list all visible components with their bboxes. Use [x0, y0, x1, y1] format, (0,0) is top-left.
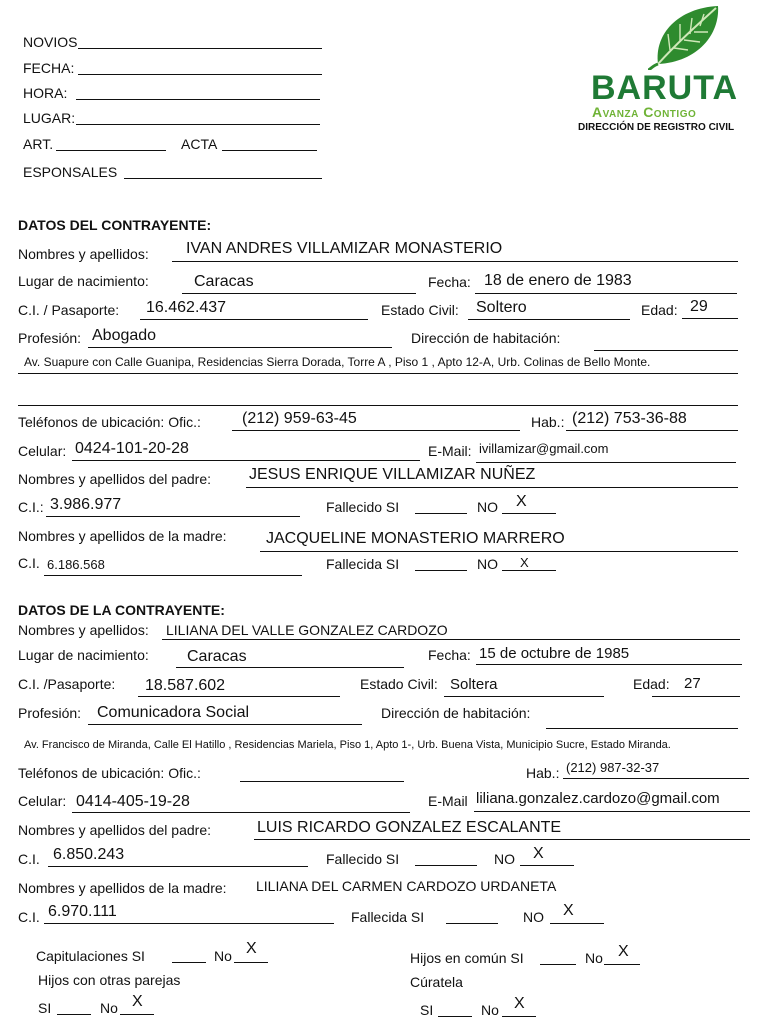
groom-address-value: Av. Suapure con Calle Guanipa, Residencias Sierra Dorada, Torre A , Piso 1 , Apto 12-A, Urb. Colinas de Bello Monte. — [24, 355, 651, 369]
groom-mother-no-label: NO — [477, 556, 498, 572]
bride-father-no-label: NO — [494, 851, 515, 867]
bride-id-value: 18.587.602 — [145, 677, 226, 694]
bride-age-value: 27 — [684, 675, 701, 692]
groom-phone-office-value: (212) 959-63-45 — [242, 410, 357, 427]
groom-age-line[interactable] — [682, 318, 738, 319]
bride-mother-value: LILIANA DEL CARMEN CARDOZO URDANETA — [256, 878, 557, 894]
hijos-comun-no-mark: X — [618, 943, 629, 960]
bride-father-no-line[interactable] — [520, 865, 574, 866]
groom-mother-ci-value: 6.186.568 — [47, 557, 105, 572]
bride-cell-label: Celular: — [18, 793, 67, 809]
groom-name-label: Nombres y apellidos: — [18, 246, 149, 262]
bride-name-value: LILIANA DEL VALLE GONZALEZ CARDOZO — [166, 622, 448, 638]
bride-father-line[interactable] — [254, 839, 750, 840]
groom-birthplace-line[interactable] — [182, 293, 416, 294]
hijos-comun-no-line[interactable] — [604, 964, 640, 965]
fecha-line[interactable] — [78, 74, 322, 75]
hijos-otras-si-line[interactable] — [57, 1014, 91, 1015]
bride-father-ci-line[interactable] — [48, 866, 308, 867]
groom-email-value: ivillamizar@gmail.com — [479, 441, 609, 456]
groom-name-value: IVAN ANDRES VILLAMIZAR MONASTERIO — [186, 240, 503, 257]
bride-hab-label: Hab.: — [526, 765, 560, 781]
hijos-otras-no-line[interactable] — [120, 1014, 154, 1015]
bride-father-label: Nombres y apellidos del padre: — [18, 822, 211, 838]
bride-mother-ci-value: 6.970.111 — [48, 903, 117, 920]
capitulaciones-no-line[interactable] — [234, 962, 268, 963]
groom-father-ci-label: C.I.: — [18, 499, 44, 515]
bride-date-line[interactable] — [476, 664, 742, 665]
groom-hab-label: Hab.: — [531, 414, 565, 430]
acta-line[interactable] — [222, 150, 317, 151]
groom-mother-line[interactable] — [260, 551, 738, 552]
bride-id-label: C.I. /Pasaporte: — [18, 676, 116, 692]
groom-mother-value: JACQUELINE MONASTERIO MARRERO — [266, 530, 565, 547]
groom-father-line[interactable] — [246, 487, 738, 488]
lugar-label: LUGAR: — [23, 110, 76, 126]
groom-date-value: 18 de enero de 1983 — [484, 272, 632, 289]
acta-label: ACTA — [181, 136, 218, 152]
groom-father-no-line[interactable] — [502, 513, 556, 514]
bride-address-value: Av. Francisco de Miranda, Calle El Hatillo , Residencias Mariela, Piso 1, Apto 1-, Urb. Buena Vista, Municipio Sucre, Estado Miranda. — [24, 739, 671, 751]
hijos-comun-no-label: No — [585, 950, 603, 966]
groom-civil-value: Soltero — [476, 299, 527, 316]
bride-phone-label: Teléfonos de ubicación: Ofic.: — [18, 765, 201, 781]
groom-age-label: Edad: — [641, 302, 678, 318]
capitulaciones-si-line[interactable] — [172, 962, 206, 963]
bride-father-value: LUIS RICARDO GONZALEZ ESCALANTE — [257, 819, 562, 836]
groom-cell-value: 0424-101-20-28 — [75, 440, 189, 457]
bride-civil-label: Estado Civil: — [360, 676, 438, 692]
groom-address-line-top[interactable] — [594, 350, 738, 351]
novios-line[interactable] — [78, 48, 322, 49]
groom-address-label: Dirección de habitación: — [411, 330, 561, 346]
bride-email-value: liliana.gonzalez.cardozo@gmail.com — [476, 790, 720, 807]
leaf-logo-icon — [648, 4, 722, 70]
bride-mother-ci-line[interactable] — [44, 923, 334, 924]
groom-date-label: Fecha: — [428, 274, 471, 290]
groom-mother-no-line[interactable] — [502, 570, 556, 571]
logo-department: DIRECCIÓN DE REGISTRO CIVIL — [578, 122, 735, 133]
bride-civil-line[interactable] — [444, 696, 604, 697]
groom-father-no-mark: X — [516, 493, 527, 510]
bride-phone-home-value: (212) 987-32-37 — [566, 760, 660, 775]
curatela-label: Cúratela — [410, 974, 463, 990]
bride-phone-home-line[interactable] — [563, 778, 749, 779]
groom-father-ci-value: 3.986.977 — [50, 496, 122, 513]
groom-mother-ci-line[interactable] — [44, 575, 302, 576]
groom-father-si-line[interactable] — [415, 513, 467, 514]
capitulaciones-no-label: No — [214, 948, 232, 964]
lugar-line[interactable] — [76, 124, 320, 125]
groom-age-value: 29 — [690, 298, 708, 315]
bride-date-value: 15 de octubre de 1985 — [479, 645, 630, 662]
curatela-no-line[interactable] — [502, 1016, 536, 1017]
bride-mother-label: Nombres y apellidos de la madre: — [18, 880, 227, 896]
bride-address-label: Dirección de habitación: — [381, 705, 531, 721]
curatela-no-mark: X — [514, 995, 525, 1012]
groom-birthplace-value: Caracas — [194, 273, 254, 290]
bride-email-label: E-Mail — [428, 793, 468, 809]
bride-name-line[interactable] — [162, 639, 740, 640]
groom-email-label: E-Mail: — [428, 443, 472, 459]
bride-profession-label: Profesión: — [18, 705, 82, 721]
novios-label: NOVIOS — [23, 34, 78, 50]
bride-civil-value: Soltera — [450, 676, 498, 693]
groom-email-line[interactable] — [476, 462, 736, 463]
bride-mother-deceased-label: Fallecida SI — [351, 909, 425, 925]
logo-wordmark: BARUTA — [591, 69, 739, 107]
hora-label: HORA: — [23, 85, 68, 101]
art-line[interactable] — [56, 150, 166, 151]
curatela-si-label: SI — [420, 1002, 434, 1018]
hijos-otras-si-label: SI — [38, 1000, 52, 1016]
groom-mother-si-line[interactable] — [415, 570, 467, 571]
groom-address-line[interactable] — [18, 373, 738, 374]
bride-cell-value: 0414-405-19-28 — [76, 793, 190, 810]
groom-date-line[interactable] — [475, 293, 737, 294]
groom-mother-no-mark: X — [520, 555, 529, 570]
bride-father-no-mark: X — [533, 845, 544, 862]
groom-section-title: DATOS DEL CONTRAYENTE: — [18, 217, 212, 233]
curatela-si-line[interactable] — [438, 1016, 472, 1017]
hijos-comun-si-line[interactable] — [540, 964, 576, 965]
bride-age-label: Edad: — [633, 676, 670, 692]
bride-birthplace-line[interactable] — [176, 667, 404, 668]
groom-father-value: JESUS ENRIQUE VILLAMIZAR NUÑEZ — [249, 466, 536, 483]
esponsales-label: ESPONSALES — [23, 164, 118, 180]
bride-section-title: DATOS DE LA CONTRAYENTE: — [18, 602, 225, 618]
groom-father-ci-line[interactable] — [46, 516, 300, 517]
bride-address-line-top[interactable] — [546, 728, 738, 729]
groom-id-label: C.I. / Pasaporte: — [18, 302, 120, 318]
hijos-comun-label: Hijos en común SI — [410, 950, 524, 966]
bride-birthplace-value: Caracas — [187, 648, 247, 665]
curatela-no-label: No — [481, 1002, 499, 1018]
bride-name-label: Nombres y apellidos: — [18, 622, 149, 638]
hijos-otras-no-label: No — [100, 1000, 118, 1016]
hijos-otras-no-mark: X — [132, 993, 143, 1010]
bride-father-ci-label: C.I. — [18, 851, 40, 867]
bride-mother-no-line[interactable] — [550, 923, 604, 924]
bride-id-line[interactable] — [138, 696, 340, 697]
groom-name-line[interactable] — [172, 261, 738, 262]
bride-mother-no-label: NO — [523, 909, 544, 925]
bride-mother-ci-label: C.I. — [18, 909, 40, 925]
bride-cell-line[interactable] — [72, 812, 410, 813]
bride-profession-value: Comunicadora Social — [97, 704, 250, 721]
groom-id-value: 16.462.437 — [146, 299, 227, 316]
groom-civil-label: Estado Civil: — [381, 302, 459, 318]
capitulaciones-label: Capitulaciones SI — [36, 948, 145, 964]
bride-email-line[interactable] — [474, 811, 750, 812]
groom-phone-home-line[interactable] — [566, 430, 738, 431]
groom-phone-office-line[interactable] — [232, 430, 520, 431]
groom-mother-deceased-label: Fallecida SI — [326, 556, 400, 572]
esponsales-line[interactable] — [124, 178, 322, 179]
groom-father-label: Nombres y apellidos del padre: — [18, 471, 211, 487]
groom-id-line[interactable] — [140, 319, 368, 320]
capitulaciones-no-mark: X — [246, 940, 257, 957]
bride-father-ci-value: 6.850.243 — [53, 846, 125, 863]
groom-cell-line[interactable] — [72, 460, 420, 461]
bride-birthplace-label: Lugar de nacimiento: — [18, 647, 149, 663]
bride-father-deceased-label: Fallecido SI — [326, 851, 400, 867]
groom-mother-label: Nombres y apellidos de la madre: — [18, 528, 227, 544]
bride-date-label: Fecha: — [428, 647, 471, 663]
groom-father-no-label: NO — [477, 499, 498, 515]
groom-cell-label: Celular: — [18, 443, 67, 459]
groom-birthplace-label: Lugar de nacimiento: — [18, 273, 149, 289]
groom-mother-ci-label: C.I. — [18, 555, 40, 571]
groom-phone-label: Teléfonos de ubicación: Ofic.: — [18, 414, 201, 430]
bride-profession-line[interactable] — [88, 724, 362, 725]
bride-mother-si-line[interactable] — [446, 923, 498, 924]
groom-civil-line[interactable] — [468, 319, 630, 320]
hijos-otras-label: Hijos con otras parejas — [38, 972, 181, 988]
groom-father-deceased-label: Fallecido SI — [326, 499, 400, 515]
groom-address-line-2[interactable] — [18, 405, 738, 406]
fecha-label: FECHA: — [23, 60, 75, 76]
bride-phone-office-line[interactable] — [240, 781, 404, 782]
groom-profession-line[interactable] — [88, 347, 392, 348]
groom-profession-label: Profesión: — [18, 330, 82, 346]
groom-profession-value: Abogado — [92, 327, 157, 344]
bride-mother-no-mark: X — [563, 902, 574, 919]
logo-tagline: Avanza Contigo — [592, 104, 697, 120]
hora-line[interactable] — [76, 99, 320, 100]
bride-father-si-line[interactable] — [415, 865, 477, 866]
bride-age-line[interactable] — [652, 696, 740, 697]
art-label: ART. — [23, 136, 54, 152]
groom-phone-home-value: (212) 753-36-88 — [572, 410, 687, 427]
